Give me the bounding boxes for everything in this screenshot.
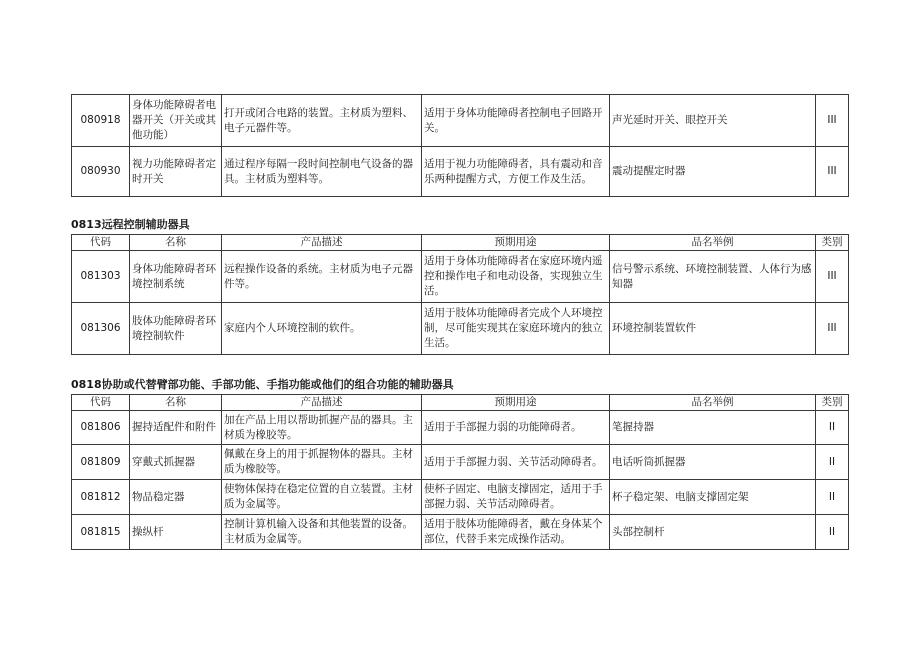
table-header-row	[72, 395, 849, 411]
code-cell: 081806	[72, 411, 130, 445]
desc-cell: 打开或闭合电路的装置。主材质为塑料、电子元器件等。	[222, 95, 422, 147]
name-cell: 身体功能障碍者环境控制系统	[130, 251, 222, 303]
desc-cell: 通过程序每隔一段时间控制电气设备的器具。主材质为塑料等。	[222, 147, 422, 197]
table-row	[72, 411, 849, 445]
column-header-code: 代码	[72, 395, 130, 411]
name-cell: 穿戴式抓握器	[130, 445, 222, 480]
column-header-class: 类别	[816, 235, 849, 251]
column-header-use: 预期用途	[422, 395, 610, 411]
examples-cell: 信号警示系统、环境控制装置、人体行为感知器	[610, 251, 816, 303]
class-cell: III	[816, 147, 849, 197]
code-cell: 080918	[72, 95, 130, 147]
name-cell: 操纵杆	[130, 515, 222, 550]
desc-cell: 佩戴在身上的用于抓握物体的器具。主材质为橡胶等。	[222, 445, 422, 480]
code-cell: 081809	[72, 445, 130, 480]
use-cell: 适用于手部握力弱、关节活动障碍者。	[422, 445, 610, 480]
class-cell: III	[816, 251, 849, 303]
use-cell: 适用于视力功能障碍者，具有震动和音乐两种提醒方式，方便工作及生活。	[422, 147, 610, 197]
name-cell: 物品稳定器	[130, 480, 222, 515]
column-header-class: 类别	[816, 395, 849, 411]
table-row	[72, 445, 849, 480]
section-title-0818: 0818协助或代替臂部功能、手部功能、手指功能或他们的组合功能的辅助器具	[71, 378, 454, 391]
column-header-desc: 产品描述	[222, 235, 422, 251]
code-cell: 081812	[72, 480, 130, 515]
desc-cell: 远程操作设备的系统。主材质为电子元器件等。	[222, 251, 422, 303]
column-header-name: 名称	[130, 235, 222, 251]
class-cell: II	[816, 445, 849, 480]
code-cell: 081306	[72, 303, 130, 355]
class-cell: II	[816, 515, 849, 550]
examples-cell: 电话听筒抓握器	[610, 445, 816, 480]
examples-cell: 杯子稳定架、电脑支撑固定架	[610, 480, 816, 515]
use-cell: 使杯子固定、电脑支撑固定，适用于手部握力弱、关节活动障碍者。	[422, 480, 610, 515]
desc-cell: 使物体保持在稳定位置的自立装置。主材质为金属等。	[222, 480, 422, 515]
name-cell: 视力功能障碍者定时开关	[130, 147, 222, 197]
name-cell: 身体功能障碍者电器开关（开关或其他功能）	[130, 95, 222, 147]
examples-cell: 头部控制杆	[610, 515, 816, 550]
column-header-desc: 产品描述	[222, 395, 422, 411]
table-0813	[71, 234, 849, 355]
table-row	[72, 147, 849, 197]
column-header-name: 名称	[130, 395, 222, 411]
examples-cell: 笔握持器	[610, 411, 816, 445]
code-cell: 081815	[72, 515, 130, 550]
code-cell: 081303	[72, 251, 130, 303]
table-0809-continued	[71, 94, 849, 197]
use-cell: 适用于肢体功能障碍者，戴在身体某个部位，代替手来完成操作活动。	[422, 515, 610, 550]
table-row	[72, 251, 849, 303]
class-cell: II	[816, 480, 849, 515]
column-header-use: 预期用途	[422, 235, 610, 251]
section-title-0813: 0813远程控制辅助器具	[71, 218, 190, 231]
class-cell: II	[816, 411, 849, 445]
class-cell: III	[816, 303, 849, 355]
examples-cell: 声光延时开关、眼控开关	[610, 95, 816, 147]
examples-cell: 环境控制装置软件	[610, 303, 816, 355]
code-cell: 080930	[72, 147, 130, 197]
name-cell: 肢体功能障碍者环境控制软件	[130, 303, 222, 355]
desc-cell: 家庭内个人环境控制的软件。	[222, 303, 422, 355]
class-cell: III	[816, 95, 849, 147]
table-row	[72, 95, 849, 147]
desc-cell: 加在产品上用以帮助抓握产品的器具。主材质为橡胶等。	[222, 411, 422, 445]
table-row	[72, 515, 849, 550]
name-cell: 握持适配件和附件	[130, 411, 222, 445]
use-cell: 适用于身体功能障碍者控制电子回路开关。	[422, 95, 610, 147]
use-cell: 适用于肢体功能障碍者完成个人环境控制，尽可能实现其在家庭环境内的独立生活。	[422, 303, 610, 355]
use-cell: 适用于手部握力弱的功能障碍者。	[422, 411, 610, 445]
column-header-code: 代码	[72, 235, 130, 251]
column-header-examples: 品名举例	[610, 395, 816, 411]
desc-cell: 控制计算机输入设备和其他装置的设备。主材质为金属等。	[222, 515, 422, 550]
table-row	[72, 303, 849, 355]
table-header-row	[72, 235, 849, 251]
table-0818	[71, 394, 849, 550]
column-header-examples: 品名举例	[610, 235, 816, 251]
table-row	[72, 480, 849, 515]
examples-cell: 震动提醒定时器	[610, 147, 816, 197]
use-cell: 适用于身体功能障碍者在家庭环境内遥控和操作电子和电动设备，实现独立生活。	[422, 251, 610, 303]
